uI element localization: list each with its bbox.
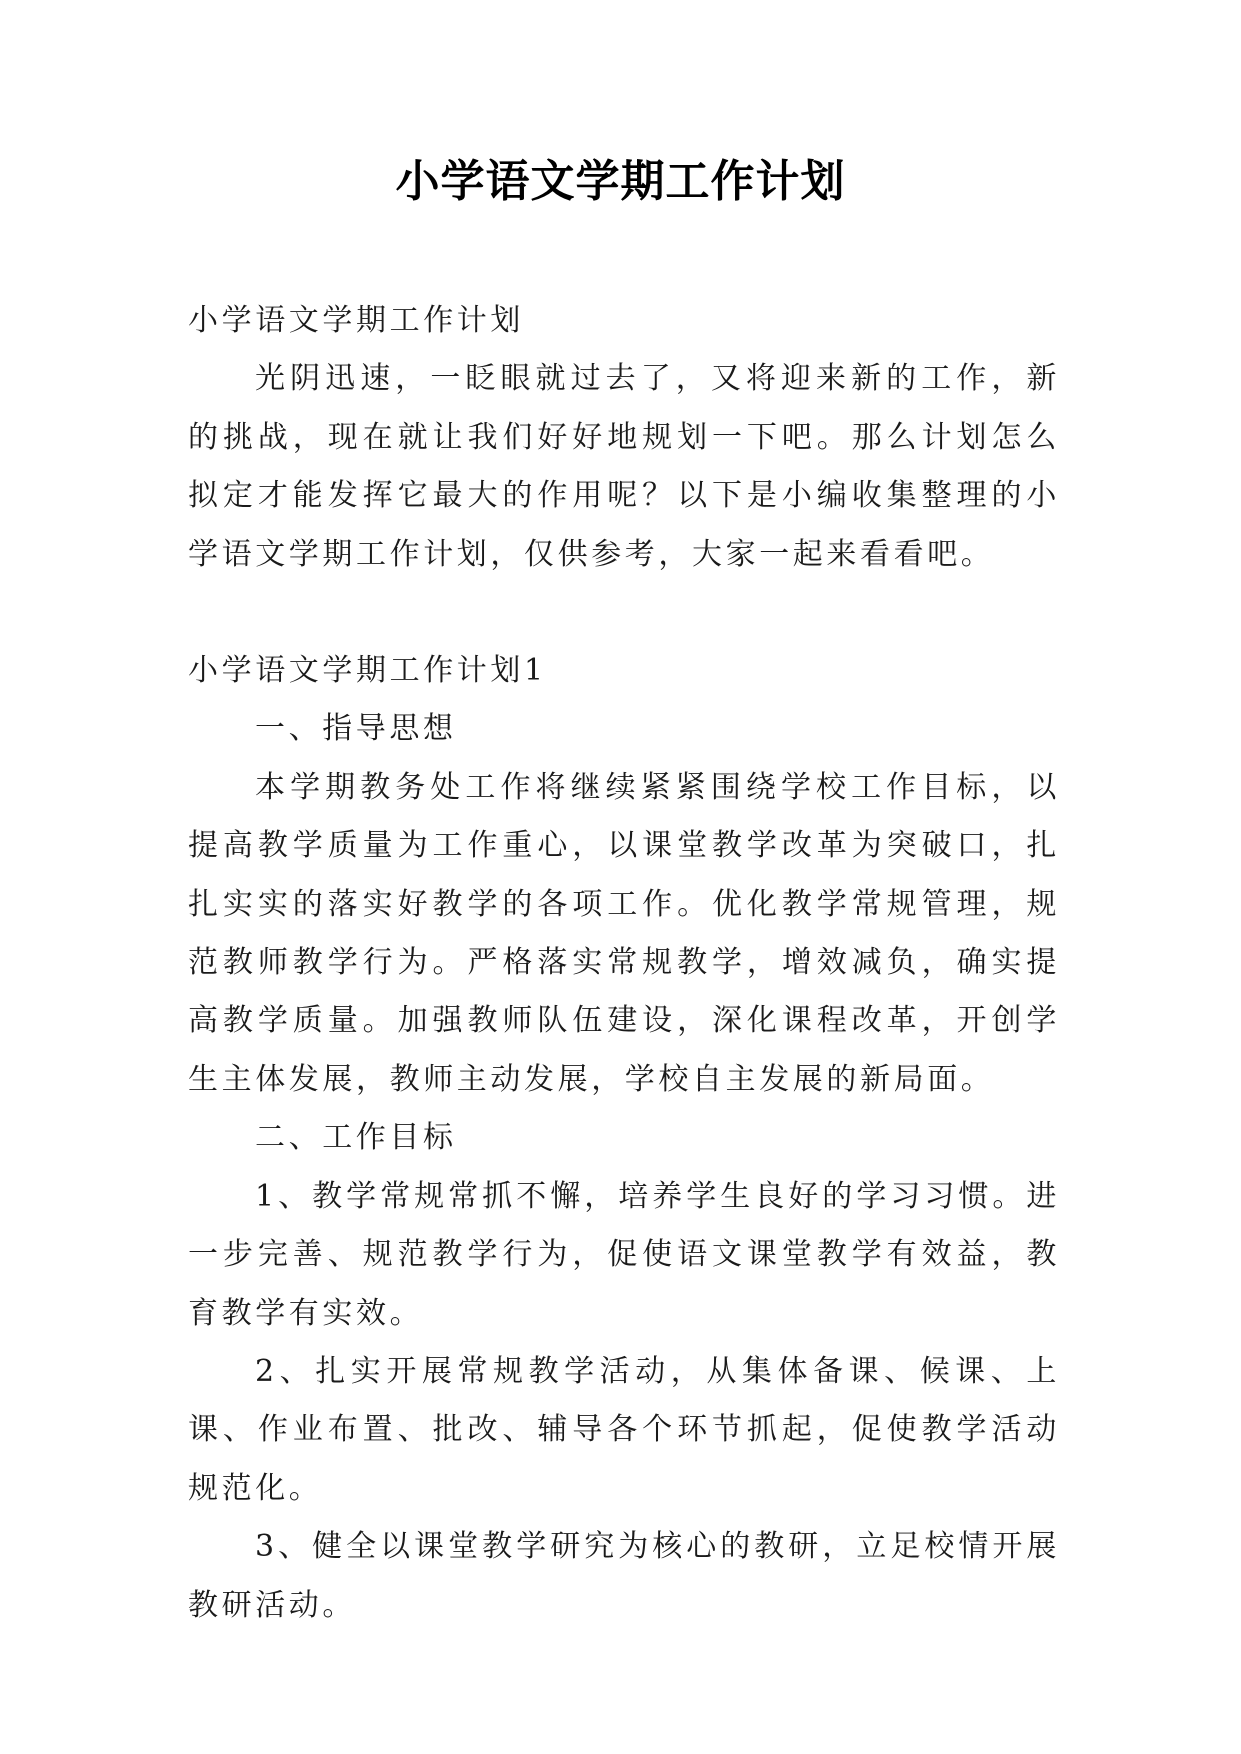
goal-paragraph-3: 3、健全以课堂教学研究为核心的教研，立足校情开展教研活动。	[188, 1529, 1060, 1623]
document-body	[188, 292, 1060, 1635]
paragraph-spacer	[188, 584, 1060, 642]
goal-paragraph-2: 2、扎实开展常规教学活动，从集体备课、候课、上课、作业布置、批改、辅导各个环节抓起，促使教学活动规范化。	[188, 1353, 1060, 1506]
document-title: 小学语文学期工作计划	[395, 156, 846, 207]
part1-heading: 一、指导思想	[255, 711, 457, 747]
section-heading: 小学语文学期工作计划1	[188, 653, 547, 689]
document-subtitle: 小学语文学期工作计划	[188, 303, 524, 338]
goal-paragraph-1: 1、教学常规常抓不懈，培养学生良好的学习习惯。进一步完善、规范教学行为，促使语文课堂教学有效益，教育教学有实效。	[188, 1178, 1060, 1331]
part1-paragraph: 本学期教务处工作将继续紧紧围绕学校工作目标，以提高教学质量为工作重心，以课堂教学改革为突破口，扎扎实实的落实好教学的各项工作。优化教学常规管理，规范教师教学行为。严格落实常规教学，增效减负，确实提高教学质量。加强教师队伍建设，深化课程改革，开创学生主体发展，教师主动发展，学校自主发展的新局面。	[188, 769, 1060, 1097]
part2-heading: 二、工作目标	[255, 1120, 457, 1156]
intro-paragraph: 光阴迅速，一眨眼就过去了，又将迎来新的工作，新的挑战，现在就让我们好好地规划一下吧。那么计划怎么拟定才能发挥它最大的作用呢？以下是小编收集整理的小学语文学期工作计划，仅供参考，大家一起来看看吧。	[188, 361, 1060, 572]
